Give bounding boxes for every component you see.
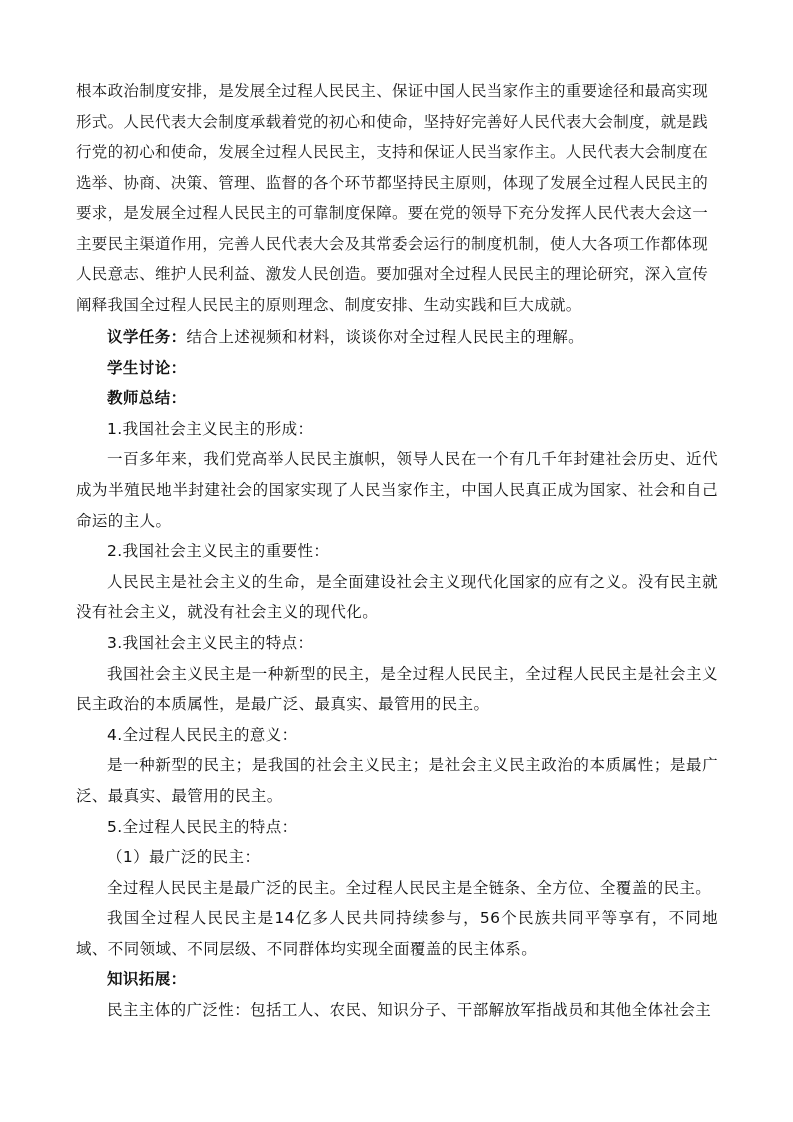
- point-4-body: 是一种新型的民主；是我国的社会主义民主；是社会主义民主政治的本质属性；是最广泛、最真实、最管用的民主。: [76, 756, 718, 805]
- material-line: 要求，是发展全过程人民民主的可靠制度保障。要在党的领导下充分发挥人民代表大会这一: [76, 204, 709, 222]
- extension-text: 民主主体的广泛性：包括工人、农民、知识分子、干部解放军指战员和其他全体社会主: [107, 1001, 712, 1020]
- point-4-title: 4.全过程人民民主的意义：: [107, 725, 298, 744]
- task-paragraph: [76, 322, 718, 353]
- material-line: 主要民主渠道作用，完善人民代表大会及其常委会运行的制度机制，使人大各项工作都体现: [76, 234, 709, 253]
- point-2-body: 人民民主是社会主义的生命，是全面建设社会主义现代化国家的应有之义。没有民主就没有社会主义，就没有社会主义的现代化。: [76, 572, 718, 622]
- material-line: 形式。人民代表大会制度承载着党的初心和使命，坚持好完善好人民代表大会制度，就是践: [76, 112, 709, 131]
- lesson-body: [76, 322, 718, 1026]
- discussion-heading: 学生讨论：: [107, 358, 187, 377]
- point-5-title: 5.全过程人民民主的特点：: [107, 817, 298, 836]
- material-line: 根本政治制度安排，是发展全过程人民民主、保证中国人民当家作主的重要途径和最高实现: [76, 82, 709, 100]
- point-2-title: 2.我国社会主义民主的重要性：: [107, 542, 330, 561]
- extension-heading: 知识拓展：: [107, 970, 187, 989]
- point-1-title: 1.我国社会主义民主的形成：: [107, 419, 314, 438]
- task-text: 结合上述视频和材料，谈谈你对全过程人民民主的理解。: [186, 328, 585, 346]
- point-5-body-2: 我国全过程人民民主是14亿多人民共同持续参与，56个民族共同平等享有，不同地域、不同领域、不同层级、不同群体均实现全面覆盖的民主体系。: [76, 909, 718, 958]
- material-line: 行党的初心和使命，发展全过程人民民主，支持和保证人民当家作主。人民代表大会制度在: [76, 143, 709, 161]
- task-label: 议学任务：: [107, 328, 187, 346]
- point-3-title: 3.我国社会主义民主的特点：: [107, 633, 314, 652]
- material-quote: [76, 76, 718, 320]
- point-5-subheading: （1）最广泛的民主：: [107, 848, 261, 867]
- material-line: 人民意志、维护人民利益、激发人民创造。要加强对全过程人民民主的理论研究，深入宣传: [76, 265, 709, 283]
- point-5-body-1: 全过程人民民主是最广泛的民主。全过程人民民主是全链条、全方位、全覆盖的民主。: [107, 878, 712, 897]
- point-1-body: 一百多年来，我们党高举人民民主旗帜，领导人民在一个有几千年封建社会历史、近代成为半殖民地半封建社会的国家实现了人民当家作主，中国人民真正成为国家、社会和自己命运的主人。: [76, 450, 718, 530]
- point-3-body: 我国社会主义民主是一种新型的民主，是全过程人民民主，全过程人民民主是社会主义民主政治的本质属性，是最广泛、最真实、最管用的民主。: [76, 664, 718, 714]
- material-line: 选举、协商、决策、管理、监督的各个环节都坚持民主原则，体现了发展全过程人民民主的: [76, 173, 709, 192]
- material-line: 阐释我国全过程人民民主的原则理念、制度安排、生动实践和巨大成就。: [76, 295, 582, 314]
- summary-heading: 教师总结：: [107, 389, 187, 408]
